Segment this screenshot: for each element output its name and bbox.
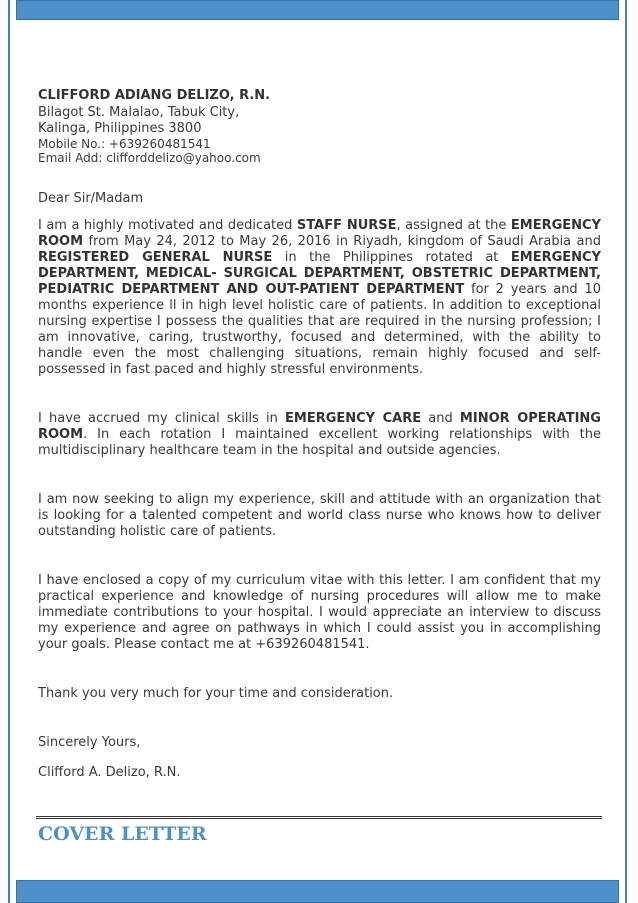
p2-bold-1: EMERGENCY CARE: [285, 411, 422, 426]
paragraph-2: [38, 411, 601, 459]
p1-text-5: for 2 years and 10 months experience ll in high level holistic care of patients. In addition to exceptional nursing expertise I possess the qualities that are required in the nursing profession; I am innovative, caring, trustworthy, focused and determined, with the ability to handle even the most challenging situations, remain highly focused and self-possessed in fast paced and highly stressful environments.: [38, 282, 601, 377]
p2-bold-2: MINOR OPERATING ROOM: [38, 411, 601, 442]
p2-text-3: . In each rotation I maintained excellent working relationships with the multidisciplinary healthcare team in the hospital and outside agencies.: [38, 427, 601, 458]
paragraph-3: I am now seeking to align my experience, skill and attitude with an organization that is looking for a talented competent and world class nurse who knows how to deliver outstanding holistic care of patients.: [38, 492, 601, 539]
p2-text-2: and: [421, 411, 460, 426]
p1-bold-3: REGISTERED GENERAL NURSE: [38, 250, 273, 265]
p1-text-2: , assigned at the: [396, 218, 511, 233]
thanks-line: Thank you very much for your time and consideration.: [38, 686, 394, 701]
p1-bold-1: STAFF NURSE: [296, 218, 397, 233]
paragraph-4: I have enclosed a copy of my curriculum vitae with this letter. I am confident that my practical experience and knowledge of nursing procedures will allow me to make immediate contributions to your hospital. I would appreciate an interview to discuss my experience and agree on pathways in which I could assist you in accomplishing your goals. Please contact me at +639260481541.: [38, 573, 601, 652]
paragraph-1: [38, 218, 601, 378]
p1-text-3: from May 24, 2012 to May 26, 2016 in Riyadh, kingdom of Saudi Arabia and: [83, 234, 601, 249]
p1-text-1: I am a highly motivated and dedicated: [38, 218, 297, 233]
closing: Sincerely Yours,: [38, 735, 141, 750]
letter-body: [38, 88, 601, 781]
p1-text-4: in the Philippines rotated at: [272, 250, 511, 265]
footer-title: COVER LETTER: [38, 823, 207, 845]
bottom-color-band: [16, 880, 619, 903]
address-line-1: Bilagot St. Malalao, Tabuk City,: [38, 105, 240, 120]
top-color-band: [16, 0, 619, 20]
email-address: Email Add: clifforddelizo@yahoo.com: [38, 151, 261, 165]
salutation: Dear Sir/Madam: [38, 191, 144, 206]
sender-name: CLIFFORD ADIANG DELIZO, R.N.: [38, 88, 271, 103]
signature-name: Clifford A. Delizo, R.N.: [38, 765, 181, 780]
p1-bold-4: EMERGENCY DEPARTMENT, MEDICAL- SURGICAL DEPARTMENT, OBSTETRIC DEPARTMENT, PEDIATRIC DEPARTMENT AND OUT-PATIENT DEPARTMENT: [38, 250, 601, 297]
p1-bold-2: EMERGENCY ROOM: [38, 218, 601, 249]
address-line-2: Kalinga, Philippines 3800: [38, 121, 202, 136]
mobile-number: Mobile No.: +639260481541: [38, 137, 211, 151]
p2-text-1: I have accrued my clinical skills in: [38, 411, 285, 426]
footer-divider: [36, 816, 602, 819]
